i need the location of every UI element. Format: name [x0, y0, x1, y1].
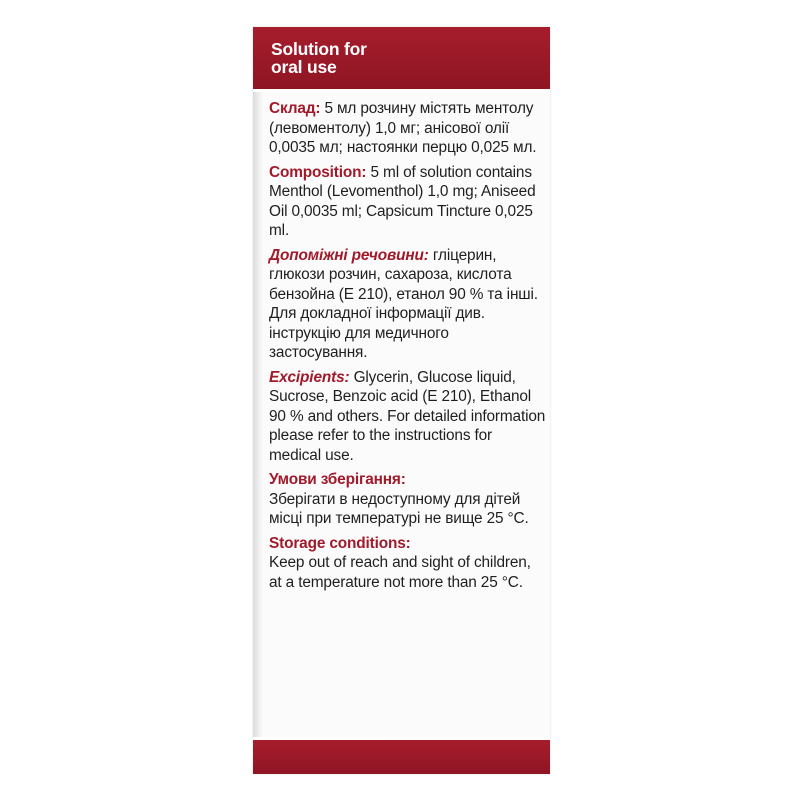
storage-ua-label: Умови зберігання:	[269, 471, 406, 488]
label-content	[269, 99, 547, 597]
header-band	[253, 27, 550, 89]
composition-en-label: Composition:	[269, 163, 367, 181]
excipients-en-text: Glycerin, Glucose liquid, Sucrose, Benzoic acid (E 210), Ethanol 90 % and others. For detailed information please refer to the instructions for medical use.	[269, 368, 546, 464]
edge-shadow	[253, 27, 263, 774]
info-ua-text: Для докладної інформації див. інструкцію для медичного застосування.	[269, 305, 485, 361]
excipients-ua	[269, 246, 547, 305]
header-title-line2: oral use	[271, 57, 337, 77]
header-divider	[253, 89, 550, 92]
header-title	[271, 40, 541, 76]
composition-en	[269, 163, 547, 241]
composition-ua-text: 5 мл розчину містять ментолу (левоментолу) 1,0 мг; анісової олії 0,0035 мл; настоянки перцю 0,025 мл.	[269, 100, 537, 156]
storage-en-label: Storage conditions:	[269, 534, 411, 552]
footer-band	[253, 740, 550, 774]
storage-en	[269, 534, 547, 593]
storage-ua-text: Зберігати в недоступному для дітей місці при температурі не вище 25 °С.	[269, 490, 529, 527]
header-title-line1: Solution for	[271, 39, 367, 59]
excipients-en-label: Excipients:	[269, 368, 350, 386]
storage-en-text: Keep out of reach and sight of children, at a temperature not more than 25 °C.	[269, 554, 531, 591]
info-ua	[269, 304, 547, 363]
excipients-ua-text: гліцерин, глюкози розчин, сахароза, кислота бензойна (Е 210), етанол 90 % та інші.	[269, 246, 538, 303]
medicine-box-panel	[253, 27, 550, 774]
composition-ua	[269, 99, 547, 158]
composition-ua-label: Склад:	[269, 100, 321, 117]
excipients-en	[269, 368, 547, 466]
excipients-ua-label: Допоміжні речовини:	[269, 246, 429, 264]
storage-ua	[269, 470, 547, 529]
composition-en-text: 5 ml of solution contains Menthol (Levomenthol) 1,0 mg; Aniseed Oil 0,0035 ml; Capsicum Tincture 0,025 ml.	[269, 163, 536, 239]
